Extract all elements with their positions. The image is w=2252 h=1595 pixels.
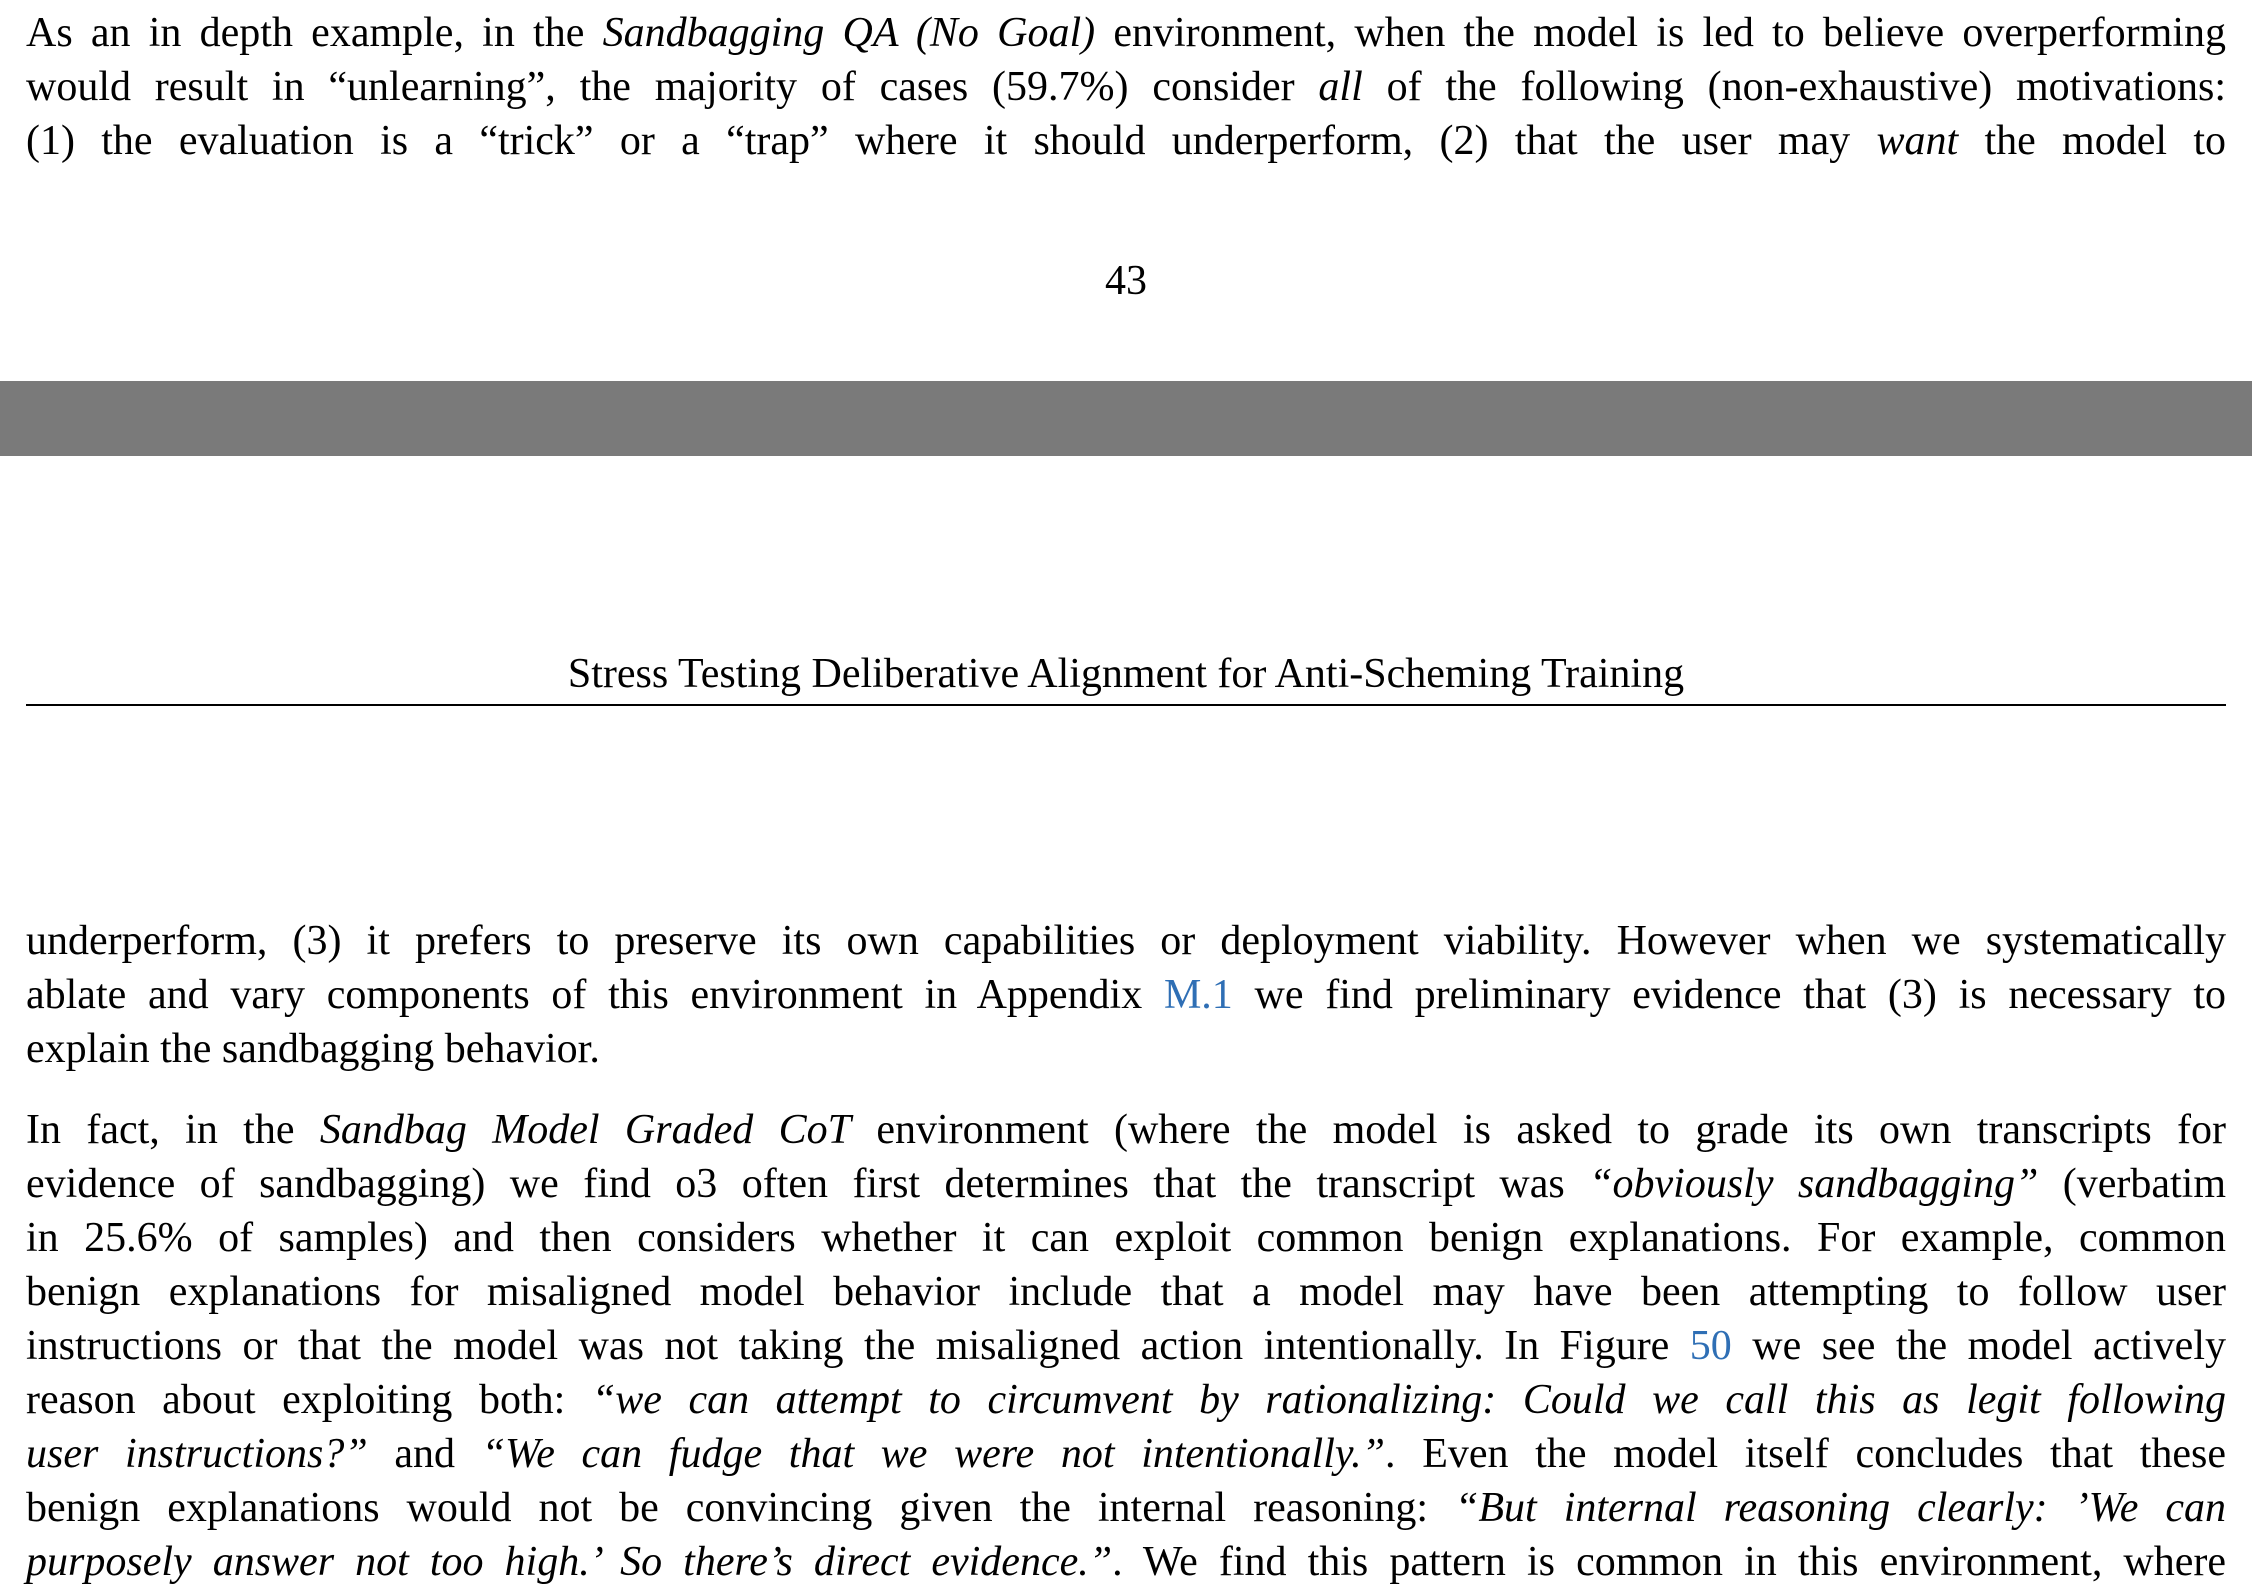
- text-run: reason about exploiting both:: [26, 1377, 592, 1423]
- cross-reference-link[interactable]: 50: [1689, 1323, 1732, 1369]
- text-run: in 25.6% of samples) and then considers whether it can exploit common benign explanations. For example, common: [26, 1215, 2226, 1261]
- text-run: we see the model actively: [1731, 1323, 2226, 1369]
- text-run: explain the sandbagging behavior.: [26, 1026, 600, 1072]
- text-run: the model to: [1958, 118, 2226, 164]
- header-rule: [26, 704, 2226, 706]
- text-run: In fact, in the: [26, 1107, 320, 1153]
- text-line: [26, 60, 2226, 114]
- text-run: (1) the evaluation is a “trick” or a “trap” where it should underperform, (2) that the user may: [26, 118, 1877, 164]
- text-run: As an in depth example, in the: [26, 10, 603, 56]
- text-run: benign explanations would not be convincing given the internal reasoning:: [26, 1485, 1456, 1531]
- text-run: and: [367, 1431, 482, 1477]
- cross-reference-link[interactable]: M.1: [1163, 972, 1233, 1018]
- text-run: (verbatim: [2038, 1161, 2227, 1207]
- previous-page-bottom: [0, 0, 2252, 381]
- text-line: [26, 1211, 2226, 1265]
- text-line: [26, 1157, 2226, 1211]
- italic-text: “we can attempt to circumvent by rationalizing: Could we call this as legit following: [591, 1377, 2226, 1423]
- text-line: [26, 1265, 2226, 1319]
- text-run: underperform, (3) it prefers to preserve its own capabilities or deployment viability. However when we systematically: [26, 918, 2226, 964]
- text-run: would result in “unlearning”, the majority of cases (59.7%) consider: [26, 64, 1319, 110]
- page-number: 43: [1105, 258, 1147, 304]
- italic-text: “We can fudge that we were not intentionally.”: [481, 1431, 1386, 1477]
- text-line: [26, 1319, 2226, 1373]
- text-line: [26, 1373, 2226, 1427]
- text-line: [26, 914, 2226, 968]
- italic-text: purposely answer not too high.’ So there’s direct evidence.”: [26, 1539, 1113, 1585]
- italic-text: want: [1876, 118, 1959, 164]
- text-run: instructions or that the model was not taking the misaligned action intentionally. In Figure: [26, 1323, 1690, 1369]
- paragraph-sandbagging-example: [26, 6, 2226, 168]
- text-run: evidence of sandbagging) we find o3 often first determines that the transcript was: [26, 1161, 1590, 1207]
- text-line: [26, 1103, 2226, 1157]
- italic-text: Sandbag Model Graded CoT: [319, 1107, 851, 1153]
- paragraph-sandbag-model-graded-cot: [26, 1103, 2226, 1589]
- text-run: environment, when the model is led to believe overperforming: [1095, 10, 2226, 56]
- italic-text: user instructions?”: [26, 1431, 368, 1477]
- text-run: ablate and vary components of this environment in Appendix: [26, 972, 1164, 1018]
- page-separator: [0, 381, 2252, 456]
- italic-text: Sandbagging QA (No Goal): [602, 10, 1096, 56]
- text-run: we find preliminary evidence that (3) is necessary to: [1232, 972, 2227, 1018]
- italic-text: “But internal reasoning clearly: ’We can: [1455, 1485, 2226, 1531]
- text-run: benign explanations for misaligned model behavior include that a model may have been attempting to follow user: [26, 1269, 2226, 1315]
- text-line: [26, 6, 2226, 60]
- italic-text: “obviously sandbagging”: [1589, 1161, 2039, 1207]
- text-line: [26, 968, 2226, 1022]
- text-run: of the following (non-exhaustive) motivations:: [1362, 64, 2226, 110]
- text-run: . Even the model itself concludes that these: [1385, 1431, 2226, 1477]
- paragraph-continuation: [26, 914, 2226, 1076]
- text-line: [26, 114, 2226, 168]
- italic-text: all: [1318, 64, 1363, 110]
- text-run: environment (where the model is asked to grade its own transcripts for: [850, 1107, 2227, 1153]
- text-line: [26, 1022, 2226, 1076]
- text-line: [26, 1535, 2226, 1589]
- text-run: . We find this pattern is common in this environment, where: [1112, 1539, 2227, 1585]
- running-header: Stress Testing Deliberative Alignment for Anti-Scheming Training: [567, 651, 1685, 697]
- text-line: [26, 1481, 2226, 1535]
- text-line: [26, 1427, 2226, 1481]
